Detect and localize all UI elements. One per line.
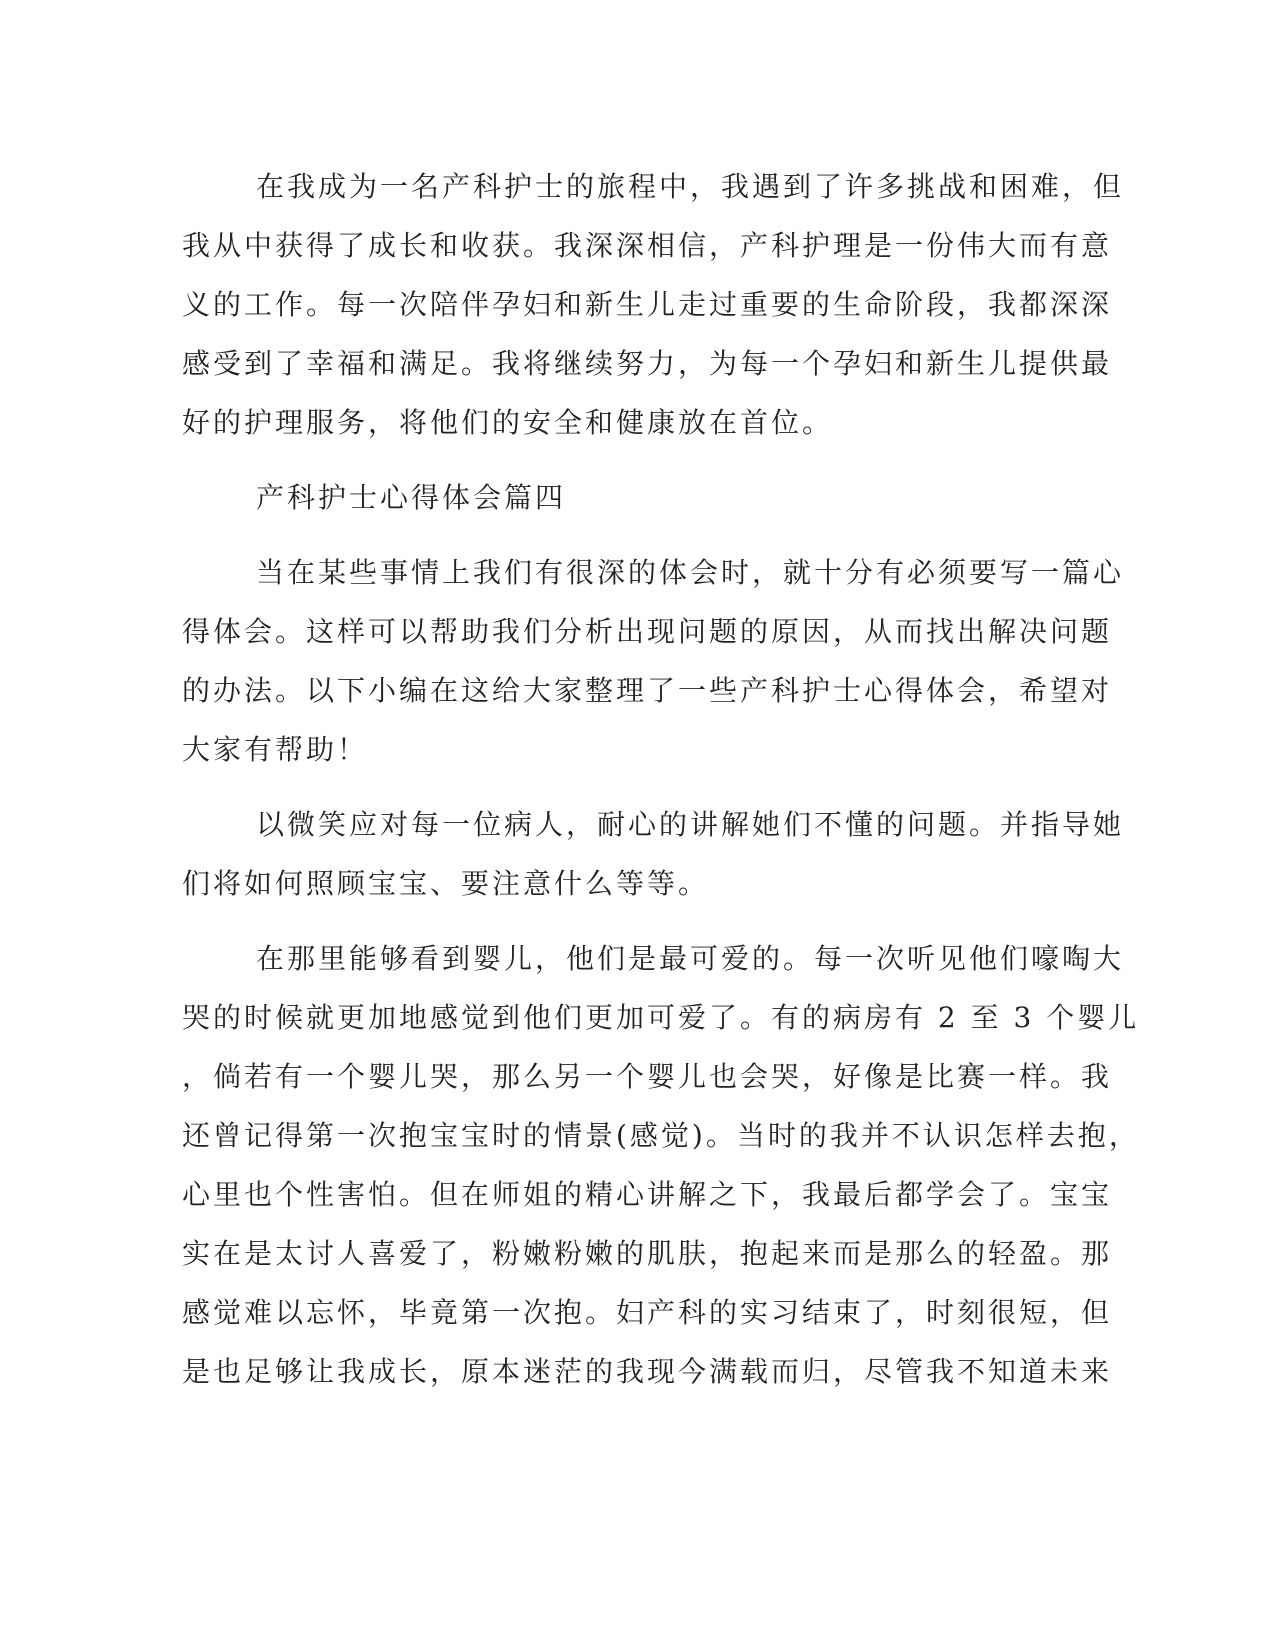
paragraph-line: 实在是太讨人喜爱了，粉嫩粉嫩的肌肤，抱起来而是那么的轻盈。那	[182, 1237, 1113, 1270]
paragraph-line: 好的护理服务，将他们的安全和健康放在首位。	[182, 406, 834, 439]
paragraph-line: ，倘若有一个婴儿哭，那么另一个婴儿也会哭，好像是比赛一样。我	[182, 1060, 1113, 1093]
section-heading-text: 产科护士心得体会篇四	[256, 481, 567, 514]
paragraph-line: 的办法。以下小编在这给大家整理了一些产科护士心得体会，希望对	[182, 674, 1113, 707]
paragraph-2	[182, 543, 1125, 779]
paragraph-line: 我从中获得了成长和收获。我深深相信，产科护理是一份伟大而有意	[182, 229, 1113, 262]
paragraph-line: 大家有帮助！	[182, 733, 369, 766]
paragraph-3	[182, 795, 1125, 913]
paragraph-1	[182, 157, 1125, 452]
paragraph-line: 在我成为一名产科护士的旅程中，我遇到了许多挑战和困难，但	[256, 170, 1125, 203]
paragraph-line: 当在某些事情上我们有很深的体会时，就十分有必须要写一篇心	[256, 556, 1125, 589]
paragraph-line: 得体会。这样可以帮助我们分析出现问题的原因，从而找出解决问题	[182, 615, 1113, 648]
paragraph-line: 们将如何照顾宝宝、要注意什么等等。	[182, 867, 710, 900]
paragraph-line: 感受到了幸福和满足。我将继续努力，为每一个孕妇和新生儿提供最	[182, 347, 1113, 380]
paragraph-line: 感觉难以忘怀，毕竟第一次抱。妇产科的实习结束了，时刻很短，但	[182, 1296, 1113, 1329]
document-body	[182, 157, 1140, 1401]
paragraph-line: 是也足够让我成长，原本迷茫的我现今满载而归，尽管我不知道未来	[182, 1355, 1113, 1388]
paragraph-line: 心里也个性害怕。但在师姐的精心讲解之下，我最后都学会了。宝宝	[182, 1178, 1113, 1211]
paragraph-line: 还曾记得第一次抱宝宝时的情景(感觉)。当时的我并不认识怎样去抱，	[182, 1119, 1140, 1152]
paragraph-line: 在那里能够看到婴儿，他们是最可爱的。每一次听见他们嚎啕大	[256, 942, 1125, 975]
paragraph-line: 哭的时候就更加地感觉到他们更加可爱了。有的病房有 2 至 3 个婴儿	[182, 1001, 1140, 1034]
paragraph-4	[182, 929, 1140, 1401]
paragraph-line: 义的工作。每一次陪伴孕妇和新生儿走过重要的生命阶段，我都深深	[182, 288, 1113, 321]
paragraph-line: 以微笑应对每一位病人，耐心的讲解她们不懂的问题。并指导她	[256, 808, 1125, 841]
section-heading	[182, 468, 1052, 527]
